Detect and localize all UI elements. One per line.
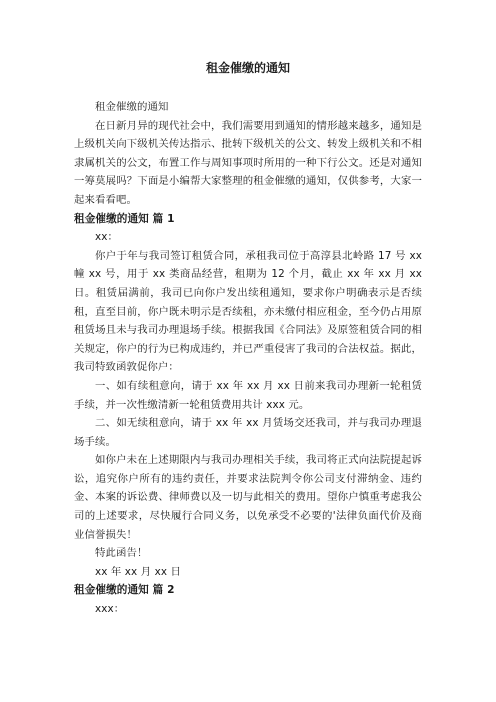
paragraph-intro: 在日新月异的现代社会中，我们需要用到通知的情形越来越多，通知是上级机关向下级机关传达指示、批转下级机关的公文、转发上级机关和不相隶属机关的公文，布置工作与周知事项时所用的一种下行公文。还是对通知一筹莫展吗？下面是小编帮大家整理的租金催缴的通知，仅供参考，大家一起来看看吧。 xyxy=(74,119,422,206)
paragraph-closing: 特此函告！ xyxy=(95,547,148,560)
paragraph-item-1: 一、如有续租意向，请于 xx 年 xx 月 xx 日前来我司办理新一轮租赁手续，并一次性缴清新一轮租赁费用共计 xxx 元。 xyxy=(74,379,422,411)
paragraph-salutation-1: xx： xyxy=(95,231,118,244)
document-body xyxy=(74,98,422,619)
paragraph-date: xx 年 xx 月 xx 日 xyxy=(95,565,181,578)
paragraph-body-1: 你户于年与我司签订租赁合同，承租我司位于高淳县北岭路 17 号 xx 幢 xx 号，用于 xx 类商品经营，租期为 12 个月，截止 xx 年 xx 月 xx 日。租赁届满前，我司已向你户发出续租通知，要求你户明确表示是否续租，直至目前，你户既未明示是否续租，亦未缴付相应租金，至今仍占用原租赁场且未与我司办理退场手续。根据我国《合同法》及原签租赁合同的相关规定，你户的行为已构成违约，并已严重侵害了我司的合法权益。据此，我司特致函敦促你户： xyxy=(74,249,422,374)
paragraph-salutation-2: xxx： xyxy=(95,603,125,616)
paragraph-heading-repeat: 租金催缴的通知 xyxy=(95,101,169,113)
paragraph-item-2: 二、如无续租意向，请于 xx 年 xx 月赁场交还我司，并与我司办理退场手续。 xyxy=(74,417,422,448)
section-heading-2: 租金催缴的通知 篇 2 xyxy=(74,584,175,597)
document-title: 租金催缴的通知 xyxy=(205,61,290,75)
section-heading-1: 租金催缴的通知 篇 1 xyxy=(74,212,175,225)
paragraph-warning: 如你户未在上述期限内与我司办理相关手续，我司将正式向法院提起诉讼，追究你户所有的违约责任，并要求法院判令你公司支付滞纳金、违约金、本案的诉讼费、律师费以及一切与此相关的费用。望你户慎重考虑我公司的上述要求，尽快履行合同义务，以免承受不必要的'法律负面代价及商业信誉损失！ xyxy=(74,454,422,541)
